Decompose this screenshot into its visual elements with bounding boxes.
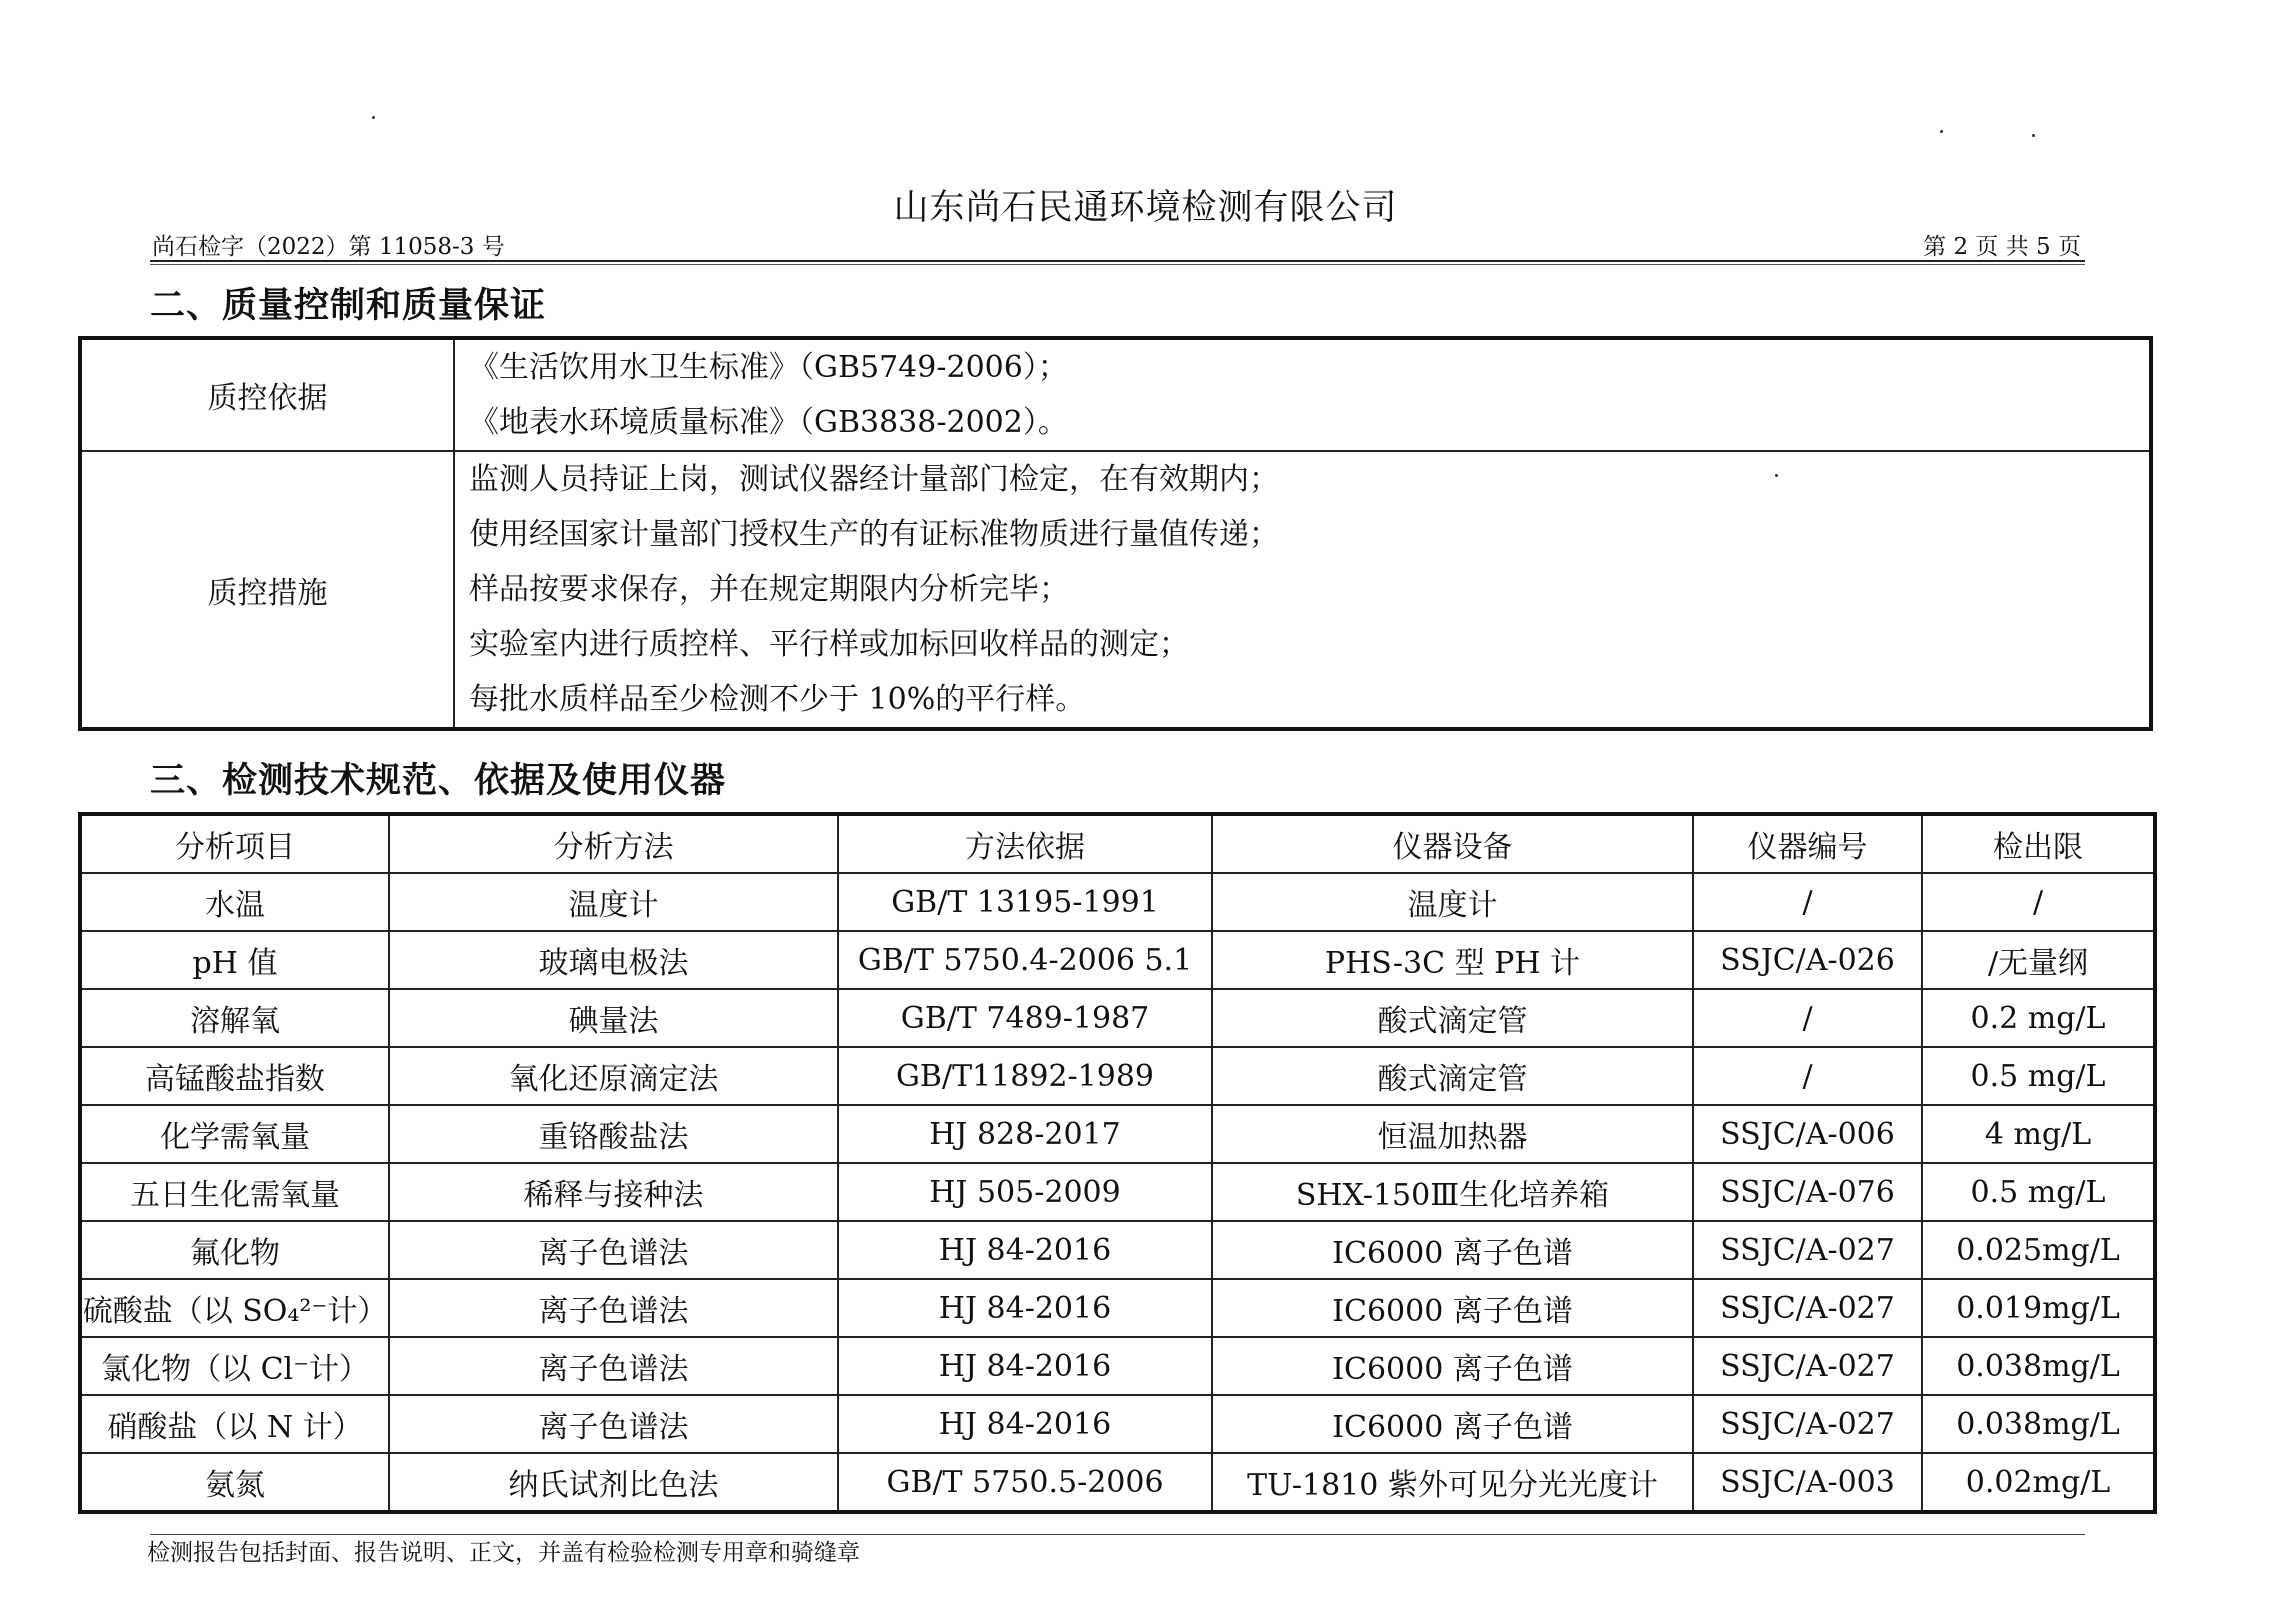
cell-method: 碘量法	[389, 989, 838, 1047]
cell-method: 氧化还原滴定法	[389, 1047, 838, 1105]
methods-table	[78, 812, 2157, 1514]
header-rule	[150, 264, 2085, 265]
column-header: 方法依据	[838, 814, 1212, 873]
cell-instrument: IC6000 离子色谱	[1212, 1221, 1693, 1279]
cell-instrument-id: SSJC/A-027	[1693, 1395, 1922, 1453]
cell-method: 温度计	[389, 873, 838, 931]
cell-detection-limit: 0.2 mg/L	[1922, 989, 2155, 1047]
section-title-methods: 三、检测技术规范、依据及使用仪器	[150, 761, 727, 801]
cell-detection-limit: 0.5 mg/L	[1922, 1047, 2155, 1105]
qc-label: 质控措施	[80, 451, 454, 729]
cell-item: 氯化物（以 Cl⁻计）	[80, 1337, 389, 1395]
quality-control-table	[78, 336, 2153, 731]
cell-method: 离子色谱法	[389, 1279, 838, 1337]
table-row	[80, 873, 2155, 931]
table-row	[80, 338, 2151, 451]
cell-detection-limit: 4 mg/L	[1922, 1105, 2155, 1163]
table-row	[80, 451, 2151, 729]
table-row	[80, 1047, 2155, 1105]
table-row	[80, 1337, 2155, 1395]
cell-instrument-id: /	[1693, 873, 1922, 931]
cell-instrument: 温度计	[1212, 873, 1693, 931]
cell-item: 氨氮	[80, 1453, 389, 1512]
cell-instrument-id: SSJC/A-026	[1693, 931, 1922, 989]
cell-instrument-id: /	[1693, 989, 1922, 1047]
cell-item: pH 值	[80, 931, 389, 989]
table-row	[80, 931, 2155, 989]
column-header: 仪器编号	[1693, 814, 1922, 873]
cell-detection-limit: 0.025mg/L	[1922, 1221, 2155, 1279]
qc-content	[454, 338, 2151, 451]
scan-speck	[372, 116, 375, 119]
column-header: 分析方法	[389, 814, 838, 873]
company-name: 山东尚石民通环境检测有限公司	[893, 188, 1398, 228]
cell-instrument-id: SSJC/A-027	[1693, 1279, 1922, 1337]
qc-label: 质控依据	[80, 338, 454, 451]
table-row	[80, 1105, 2155, 1163]
cell-standard: HJ 828-2017	[838, 1105, 1212, 1163]
qc-line: 使用经国家计量部门授权生产的有证标准物质进行量值传递；	[469, 517, 1279, 552]
cell-method: 重铬酸盐法	[389, 1105, 838, 1163]
cell-instrument: IC6000 离子色谱	[1212, 1279, 1693, 1337]
cell-instrument: TU-1810 紫外可见分光光度计	[1212, 1453, 1693, 1512]
scan-speck	[1940, 130, 1943, 133]
cell-instrument: 恒温加热器	[1212, 1105, 1693, 1163]
cell-instrument: PHS-3C 型 PH 计	[1212, 931, 1693, 989]
cell-item: 氟化物	[80, 1221, 389, 1279]
cell-detection-limit: 0.038mg/L	[1922, 1337, 2155, 1395]
footnote: 检测报告包括封面、报告说明、正文，并盖有检验检测专用章和骑缝章	[147, 1540, 860, 1566]
cell-method: 玻璃电极法	[389, 931, 838, 989]
scan-speck	[2032, 134, 2035, 137]
cell-standard: GB/T 13195-1991	[838, 873, 1212, 931]
table-row	[80, 1279, 2155, 1337]
qc-content	[454, 451, 2151, 729]
cell-detection-limit: 0.5 mg/L	[1922, 1163, 2155, 1221]
column-header: 检出限	[1922, 814, 2155, 873]
qc-line: 《地表水环境质量标准》（GB3838-2002）。	[469, 405, 1068, 440]
cell-method: 稀释与接种法	[389, 1163, 838, 1221]
cell-standard: GB/T 7489-1987	[838, 989, 1212, 1047]
table-row	[80, 1221, 2155, 1279]
cell-detection-limit: 0.019mg/L	[1922, 1279, 2155, 1337]
report-header	[150, 224, 2085, 262]
table-row	[80, 1453, 2155, 1512]
cell-standard: HJ 84-2016	[838, 1395, 1212, 1453]
cell-item: 五日生化需氧量	[80, 1163, 389, 1221]
table-row	[80, 989, 2155, 1047]
qc-line: 监测人员持证上岗，测试仪器经计量部门检定，在有效期内；	[469, 462, 1279, 497]
cell-standard: GB/T 5750.4-2006 5.1	[838, 931, 1212, 989]
column-header: 分析项目	[80, 814, 389, 873]
table-row	[80, 1395, 2155, 1453]
cell-method: 纳氏试剂比色法	[389, 1453, 838, 1512]
cell-method: 离子色谱法	[389, 1221, 838, 1279]
cell-detection-limit: /无量纲	[1922, 931, 2155, 989]
table-header-row	[80, 814, 2155, 873]
qc-line: 实验室内进行质控样、平行样或加标回收样品的测定；	[469, 627, 1189, 662]
cell-instrument-id: SSJC/A-003	[1693, 1453, 1922, 1512]
cell-detection-limit: 0.038mg/L	[1922, 1395, 2155, 1453]
cell-standard: GB/T11892-1989	[838, 1047, 1212, 1105]
cell-instrument: IC6000 离子色谱	[1212, 1337, 1693, 1395]
cell-item: 溶解氧	[80, 989, 389, 1047]
cell-item: 高锰酸盐指数	[80, 1047, 389, 1105]
cell-standard: HJ 84-2016	[838, 1221, 1212, 1279]
cell-item: 硝酸盐（以 N 计）	[80, 1395, 389, 1453]
cell-standard: HJ 505-2009	[838, 1163, 1212, 1221]
page-indicator: 第 2 页 共 5 页	[1923, 234, 2081, 260]
qc-line: 样品按要求保存，并在规定期限内分析完毕；	[469, 572, 1069, 607]
cell-standard: HJ 84-2016	[838, 1337, 1212, 1395]
cell-instrument-id: SSJC/A-027	[1693, 1337, 1922, 1395]
report-number: 尚石检字（2022）第 11058-3 号	[152, 234, 505, 260]
qc-line: 《生活饮用水卫生标准》（GB5749-2006）；	[469, 350, 1068, 385]
cell-instrument: 酸式滴定管	[1212, 989, 1693, 1047]
cell-detection-limit: /	[1922, 873, 2155, 931]
cell-instrument-id: SSJC/A-006	[1693, 1105, 1922, 1163]
section-title-quality-control: 二、质量控制和质量保证	[150, 286, 547, 326]
cell-instrument-id: SSJC/A-027	[1693, 1221, 1922, 1279]
cell-instrument: 酸式滴定管	[1212, 1047, 1693, 1105]
column-header: 仪器设备	[1212, 814, 1693, 873]
cell-detection-limit: 0.02mg/L	[1922, 1453, 2155, 1512]
cell-standard: GB/T 5750.5-2006	[838, 1453, 1212, 1512]
cell-item: 水温	[80, 873, 389, 931]
qc-line: 每批水质样品至少检测不少于 10%的平行样。	[469, 682, 1086, 717]
table-row	[80, 1163, 2155, 1221]
cell-method: 离子色谱法	[389, 1337, 838, 1395]
cell-instrument-id: /	[1693, 1047, 1922, 1105]
cell-standard: HJ 84-2016	[838, 1279, 1212, 1337]
cell-method: 离子色谱法	[389, 1395, 838, 1453]
cell-item: 硫酸盐（以 SO₄²⁻计）	[80, 1279, 389, 1337]
cell-instrument: IC6000 离子色谱	[1212, 1395, 1693, 1453]
cell-item: 化学需氧量	[80, 1105, 389, 1163]
cell-instrument: SHX-150Ⅲ生化培养箱	[1212, 1163, 1693, 1221]
cell-instrument-id: SSJC/A-076	[1693, 1163, 1922, 1221]
